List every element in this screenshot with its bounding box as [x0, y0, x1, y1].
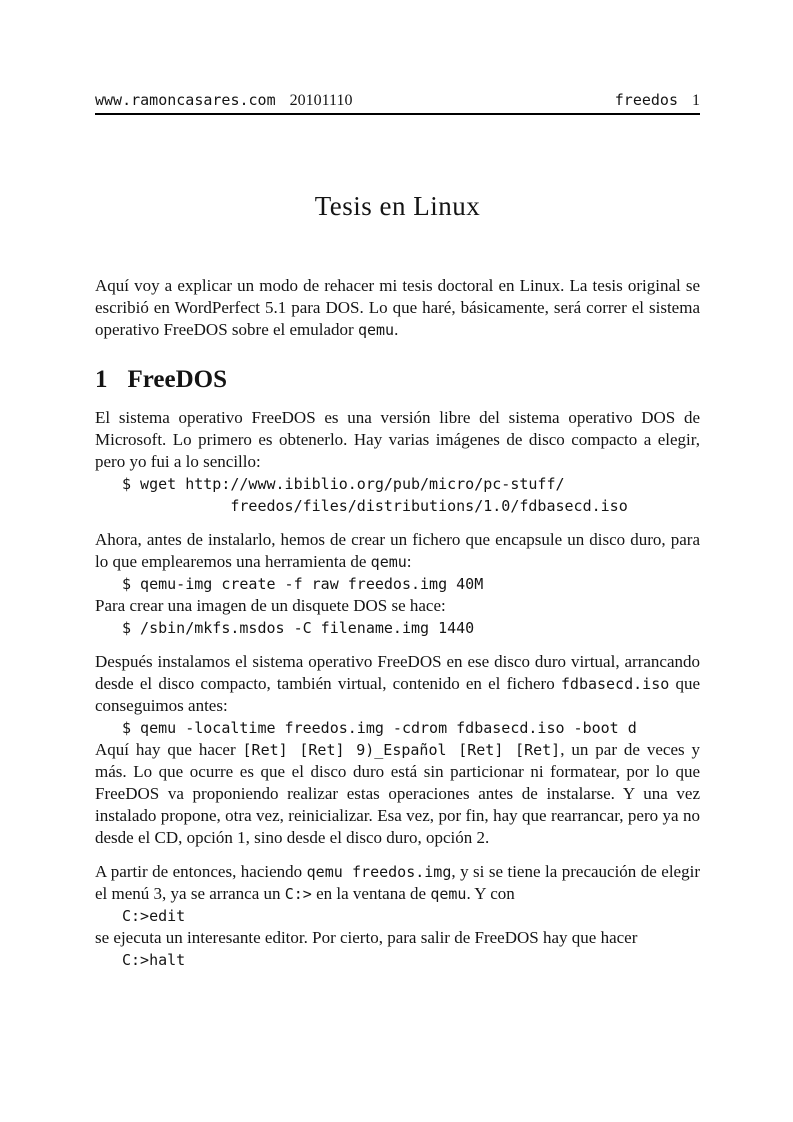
paragraph-editor — [95, 927, 700, 949]
inline-code: qemu — [430, 885, 467, 903]
text-run: Ahora, antes de instalarlo, hemos de crear un fichero que encapsule un disco duro, para lo que emplearemos una herramienta de — [95, 530, 700, 571]
header-right — [615, 91, 700, 110]
document-title: Tesis en Linux — [314, 191, 481, 221]
paragraph-create-disk — [95, 529, 700, 573]
text-run: Después instalamos el sistema operativo FreeDOS en ese disco duro virtual, arrancando desde el disco compacto, también virtual, contenido en el fichero — [95, 652, 700, 693]
text-run: Aquí voy a explicar un modo de rehacer mi tesis doctoral en Linux. La tesis original se escribió en WordPerfect 5.1 para DOS. Lo que haré, básicamente, será correr el sistema operativo FreeDOS sobre el emulador — [95, 276, 700, 339]
code-line-wget-1: $ wget http://www.ibiblio.org/pub/micro/pc-stuff/ — [122, 475, 565, 493]
header-left — [95, 91, 352, 110]
text-run: , y si se tiene la precaución de elegir el menú 3, ya se arranca un — [95, 862, 700, 903]
text-run: A partir de entonces, haciendo — [95, 862, 307, 881]
header-site-url: www.ramoncasares.com — [95, 91, 276, 109]
inline-code: fdbasecd.iso — [560, 675, 670, 693]
text-run: , un par de veces y más. Lo que ocurre es que el disco duro está sin particionar ni formatear, por lo que FreeDOS va proponiendo realizar estas operaciones antes de instalarse. Y una vez instalado propone, otra vez, reinicializar. Esa vez, por fin, hay que rearrancar, pero ya no desde el CD, opción 1, sino desde el disco duro, opción 2. — [95, 740, 701, 847]
paragraph-install — [95, 651, 700, 717]
code-block-mkfs — [95, 617, 700, 639]
section-heading-freedos — [95, 366, 700, 394]
text-run: Para crear una imagen de un disquete DOS se hace: — [95, 596, 446, 615]
code-block-wget — [95, 473, 700, 517]
code-line-edit: C:>edit — [122, 907, 186, 925]
text-run: . — [394, 320, 399, 339]
document-body — [95, 191, 700, 971]
paragraph-ret-keys — [95, 739, 700, 849]
inline-code: C:> — [284, 885, 312, 903]
paragraph-obtain — [95, 407, 700, 473]
code-line-mkfs: $ /sbin/mkfs.msdos -C filename.img 1440 — [122, 619, 475, 637]
code-line-halt: C:>halt — [122, 951, 186, 969]
code-line-qemu-img: $ qemu-img create -f raw freedos.img 40M — [122, 575, 484, 593]
inline-code: [Ret] [Ret] 9)_Español [Ret] [Ret] — [242, 741, 561, 759]
code-block-halt — [95, 949, 700, 971]
code-block-qemu-img — [95, 573, 700, 595]
header-date: 20101110 — [289, 92, 353, 109]
text-run: se ejecuta un interesante editor. Por cierto, para salir de FreeDOS hay que hacer — [95, 928, 638, 947]
header-page-number: 1 — [692, 92, 700, 109]
text-run: que conseguimos antes: — [95, 674, 700, 715]
section-number: 1 — [95, 366, 108, 393]
text-run: : — [406, 552, 412, 571]
inline-code: qemu — [370, 553, 407, 571]
code-line-qemu-boot: $ qemu -localtime freedos.img -cdrom fdbasecd.iso -boot d — [122, 719, 637, 737]
code-block-qemu-boot — [95, 717, 700, 739]
paragraph-boot — [95, 861, 700, 905]
page-header — [95, 91, 700, 115]
paragraph-intro — [95, 275, 700, 341]
section-title: FreeDOS — [127, 366, 228, 393]
inline-code: qemu freedos.img — [306, 863, 452, 881]
text-run: en la ventana de — [311, 884, 431, 903]
code-line-wget-2: freedos/files/distributions/1.0/fdbasecd.iso — [122, 497, 628, 515]
code-block-edit — [95, 905, 700, 927]
text-run: Aquí hay que hacer — [95, 740, 243, 759]
text-run: . Y con — [466, 884, 515, 903]
text-run: El sistema operativo FreeDOS es una versión libre del sistema operativo DOS de Microsoft. Lo primero es obtenerlo. Hay varias imágenes de disco compacto a elegir, pero yo fui a lo sencillo: — [95, 408, 700, 471]
paragraph-floppy — [95, 595, 700, 617]
header-doc-label: freedos — [614, 91, 678, 109]
inline-code: qemu — [357, 321, 395, 339]
